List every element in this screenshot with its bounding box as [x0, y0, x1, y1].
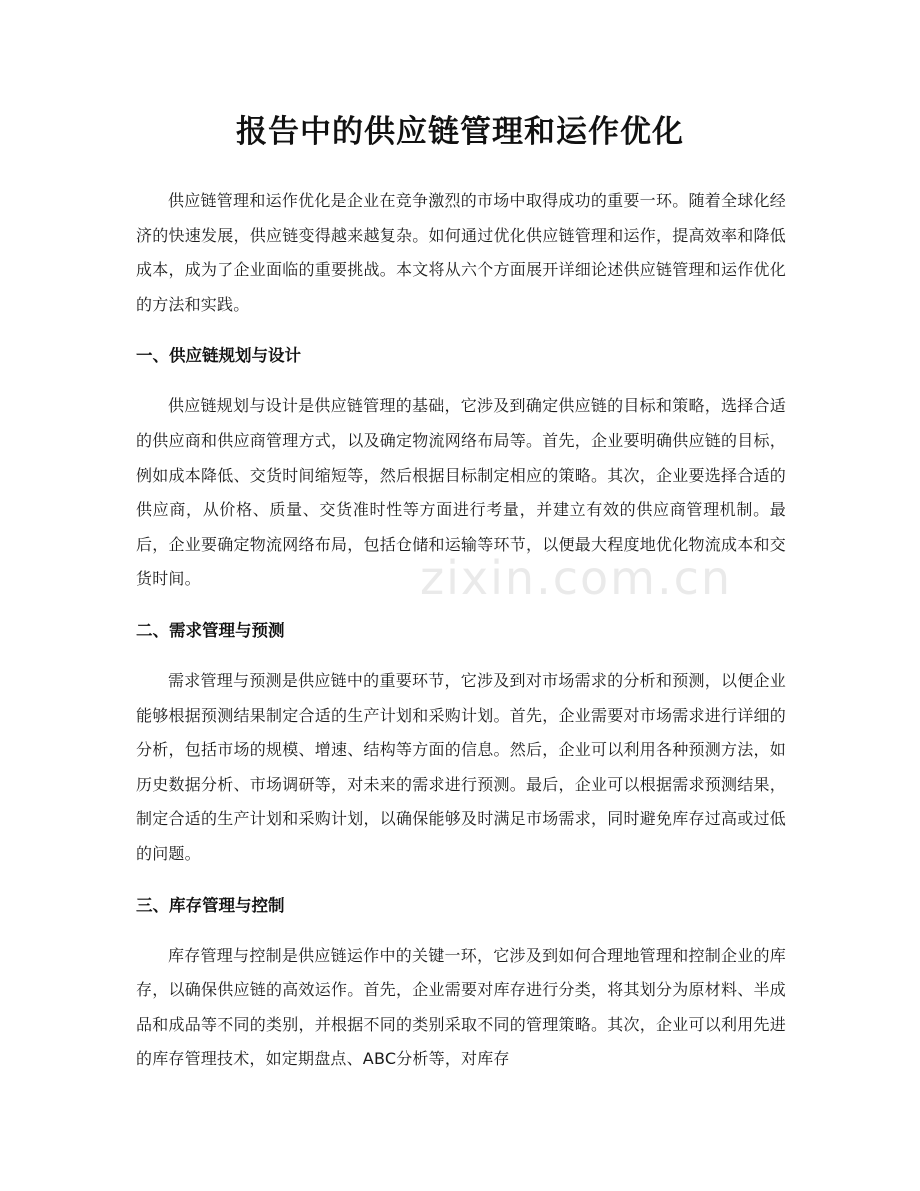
- document-body: [136, 184, 786, 1077]
- section-heading: 三、库存管理与控制: [136, 895, 285, 915]
- section-paragraph: 库存管理与控制是供应链运作中的关键一环，它涉及到如何合理地管理和控制企业的库存，以确保供应链的高效运作。首先，企业需要对库存进行分类，将其划分为原材料、半成品和成品等不同的类别，并根据不同的类别采取不同的管理策略。其次，企业可以利用先进的库存管理技术，如定期盘点、ABC分析等，对库存: [136, 945, 786, 1069]
- section-paragraph: 供应链规划与设计是供应链管理的基础，它涉及到确定供应链的目标和策略，选择合适的供应商和供应商管理方式，以及确定物流网络布局等。首先，企业要明确供应链的目标，例如成本降低、交货时间缩短等，然后根据目标制定相应的策略。其次，企业要选择合适的供应商，从价格、质量、交货准时性等方面进行考量，并建立有效的供应商管理机制。最后，企业要确定物流网络布局，包括仓储和运输等环节，以便最大程度地优化物流成本和交货时间。: [136, 396, 786, 589]
- section-paragraph: 需求管理与预测是供应链中的重要环节，它涉及到对市场需求的分析和预测，以便企业能够根据预测结果制定合适的生产计划和采购计划。首先，企业需要对市场需求进行详细的分析，包括市场的规模、增速、结构等方面的信息。然后，企业可以利用各种预测方法，如历史数据分析、市场调研等，对未来的需求进行预测。最后，企业可以根据需求预测结果，制定合适的生产计划和采购计划，以确保能够及时满足市场需求，同时避免库存过高或过低的问题。: [136, 670, 786, 863]
- document-title: 报告中的供应链管理和运作优化: [236, 114, 684, 150]
- watermark: zixin.com.cn: [420, 551, 733, 605]
- section-heading: 一、供应链规划与设计: [136, 346, 301, 366]
- section-heading: 二、需求管理与预测: [136, 620, 285, 640]
- intro-paragraph: 供应链管理和运作优化是企业在竞争激烈的市场中取得成功的重要一环。随着全球化经济的快速发展，供应链变得越来越复杂。如何通过优化供应链管理和运作，提高效率和降低成本，成为了企业面临的重要挑战。本文将从六个方面展开详细论述供应链管理和运作优化的方法和实践。: [136, 191, 786, 314]
